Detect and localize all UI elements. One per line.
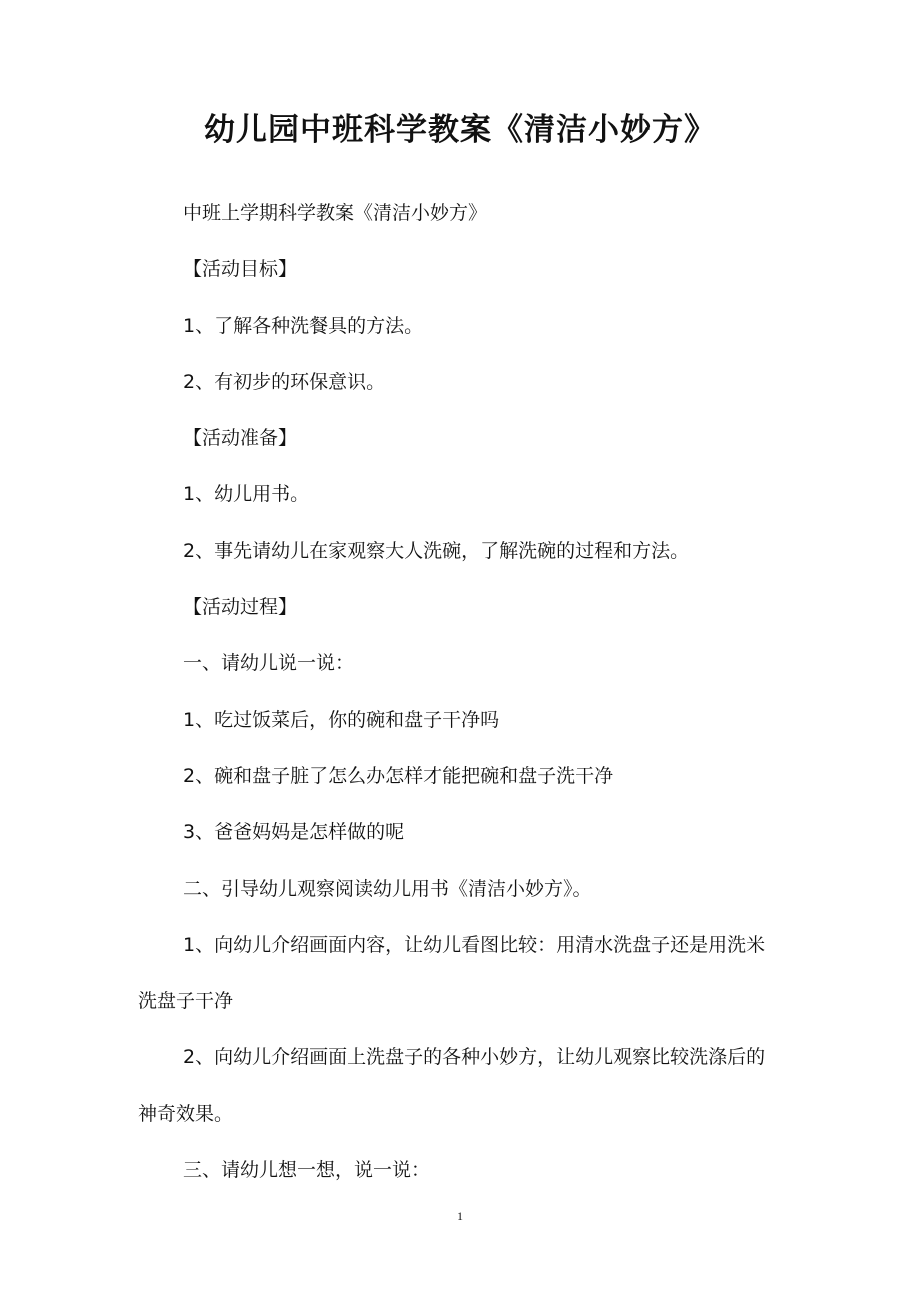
paragraph: 1、向幼儿介绍画面内容，让幼儿看图比较：用清水洗盘子还是用洗米洗盘子干净: [138, 933, 766, 1013]
paragraph: 2、事先请幼儿在家观察大人洗碗，了解洗碗的过程和方法。: [183, 539, 690, 562]
document-body: [138, 185, 783, 1198]
section-heading-preparation: 【活动准备】: [183, 427, 298, 450]
page-number: 1: [457, 1209, 463, 1223]
paragraph: 1、幼儿用书。: [183, 483, 310, 506]
paragraph: 2、有初步的环保意识。: [183, 370, 386, 393]
paragraph: 1、了解各种洗餐具的方法。: [183, 314, 424, 337]
paragraph: 3、爸爸妈妈是怎样做的呢: [183, 821, 405, 844]
paragraph: 中班上学期科学教案《清洁小妙方》: [183, 202, 488, 224]
section-heading-process: 【活动过程】: [183, 596, 298, 619]
paragraph: 1、吃过饭菜后，你的碗和盘子干净吗: [183, 708, 500, 731]
paragraph: 三、请幼儿想一想，说一说：: [183, 1159, 431, 1182]
paragraph: 二、引导幼儿观察阅读幼儿用书《清洁小妙方》。: [183, 877, 592, 900]
paragraph: 2、向幼儿介绍画面上洗盘子的各种小妙方，让幼儿观察比较洗涤后的神奇效果。: [138, 1046, 766, 1125]
paragraph: 2、碗和盘子脏了怎么办怎样才能把碗和盘子洗干净: [183, 764, 614, 787]
document-title: 幼儿园中班科学教案《清洁小妙方》: [204, 112, 716, 148]
section-heading-goals: 【活动目标】: [183, 258, 298, 281]
paragraph: 一、请幼儿说一说：: [183, 652, 355, 675]
